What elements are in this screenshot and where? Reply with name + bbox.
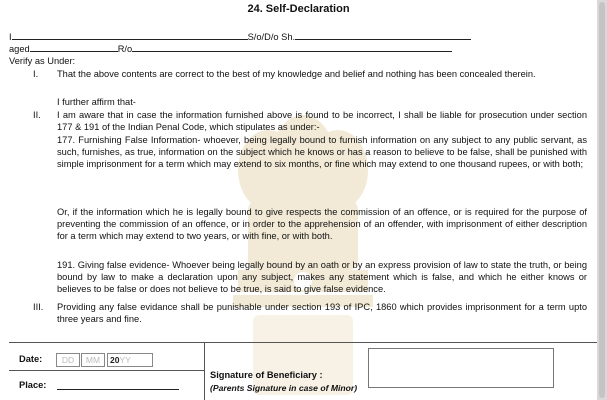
scrollbar-thumb[interactable] [599,2,605,398]
item-number: I. [33,69,39,79]
signature-label: Signature of Beneficiary : [210,370,323,380]
date-year-placeholder: YY [119,355,131,365]
date-month-field[interactable]: MM [81,353,105,367]
residence-label: R/o [117,44,133,54]
relation-label: S/o/D/o Sh. [247,32,296,42]
name-field[interactable] [12,30,248,40]
scrollbar[interactable] [597,0,607,400]
footer-row-divider [9,370,204,371]
item-number: III. [33,302,44,312]
form-title: 24. Self-Declaration [247,3,350,15]
item-text: That the above contents are correct to the best of my knowledge and belief and nothing has been concealed therein. [57,69,536,79]
item-text: Providing any false evidance shall be punishable under section 193 of IPC, 1860 which provides imprisonment for a term upto three years and fine. [57,302,587,325]
i-label: I [9,32,12,42]
father-name-field[interactable] [295,30,471,40]
date-label: Date: [19,354,43,364]
age-residence-line [9,42,452,55]
signature-note: (Parents Signature in case of Minor) [210,383,358,393]
signature-box[interactable] [368,348,554,388]
aged-label: aged [9,44,30,54]
verify-intro: Verify as Under: [9,56,76,66]
place-label: Place: [19,380,47,390]
date-day-field[interactable]: DD [56,353,80,367]
date-year-field[interactable] [107,353,153,367]
footer-divider [204,342,205,400]
item-text: I am aware that in case the information furnished above is found to be incorrect, I shall be liable for prosecution under section 177 & 191 of the Indian Penal Code, which stipulates as under:- [57,110,587,133]
residence-field[interactable] [132,42,452,52]
section-177-text: 177. Furnishing False Information- whoever, being legally bound to furnish information on any subject to any public servant, as such, furnishes, as true, information on the subject which he knows or has a reason to believe to be false, shall be punished with simple imprisonment for a term which may extend to six months, or fine which may extend to one thousand rupees, or with both; [57,135,587,170]
place-field[interactable] [57,389,179,390]
date-year-prefix: 20 [110,355,120,365]
section-191-text: 191. Giving false evidence- Whoever being legally bound by an oath or by an express provision of law to state the truth, or being bound by law to make a declaration upon any subject, makes any statement which is false, and which he either knows or believes to be false or does not believe to be true, is said to give false evidence. [57,260,587,295]
section-177-or-text: Or, if the information which he is legally bound to give respects the commission of an offence, or is required for the purpose of preventing the commission of an offence, or in order to the apprehension of an offender, with imprisonment of either description for a term which may extend to two years, or with fine, or with both. [57,207,587,242]
affirm-text: I further affirm that- [57,97,136,107]
item-number: II. [33,110,41,120]
age-field[interactable] [30,42,118,52]
